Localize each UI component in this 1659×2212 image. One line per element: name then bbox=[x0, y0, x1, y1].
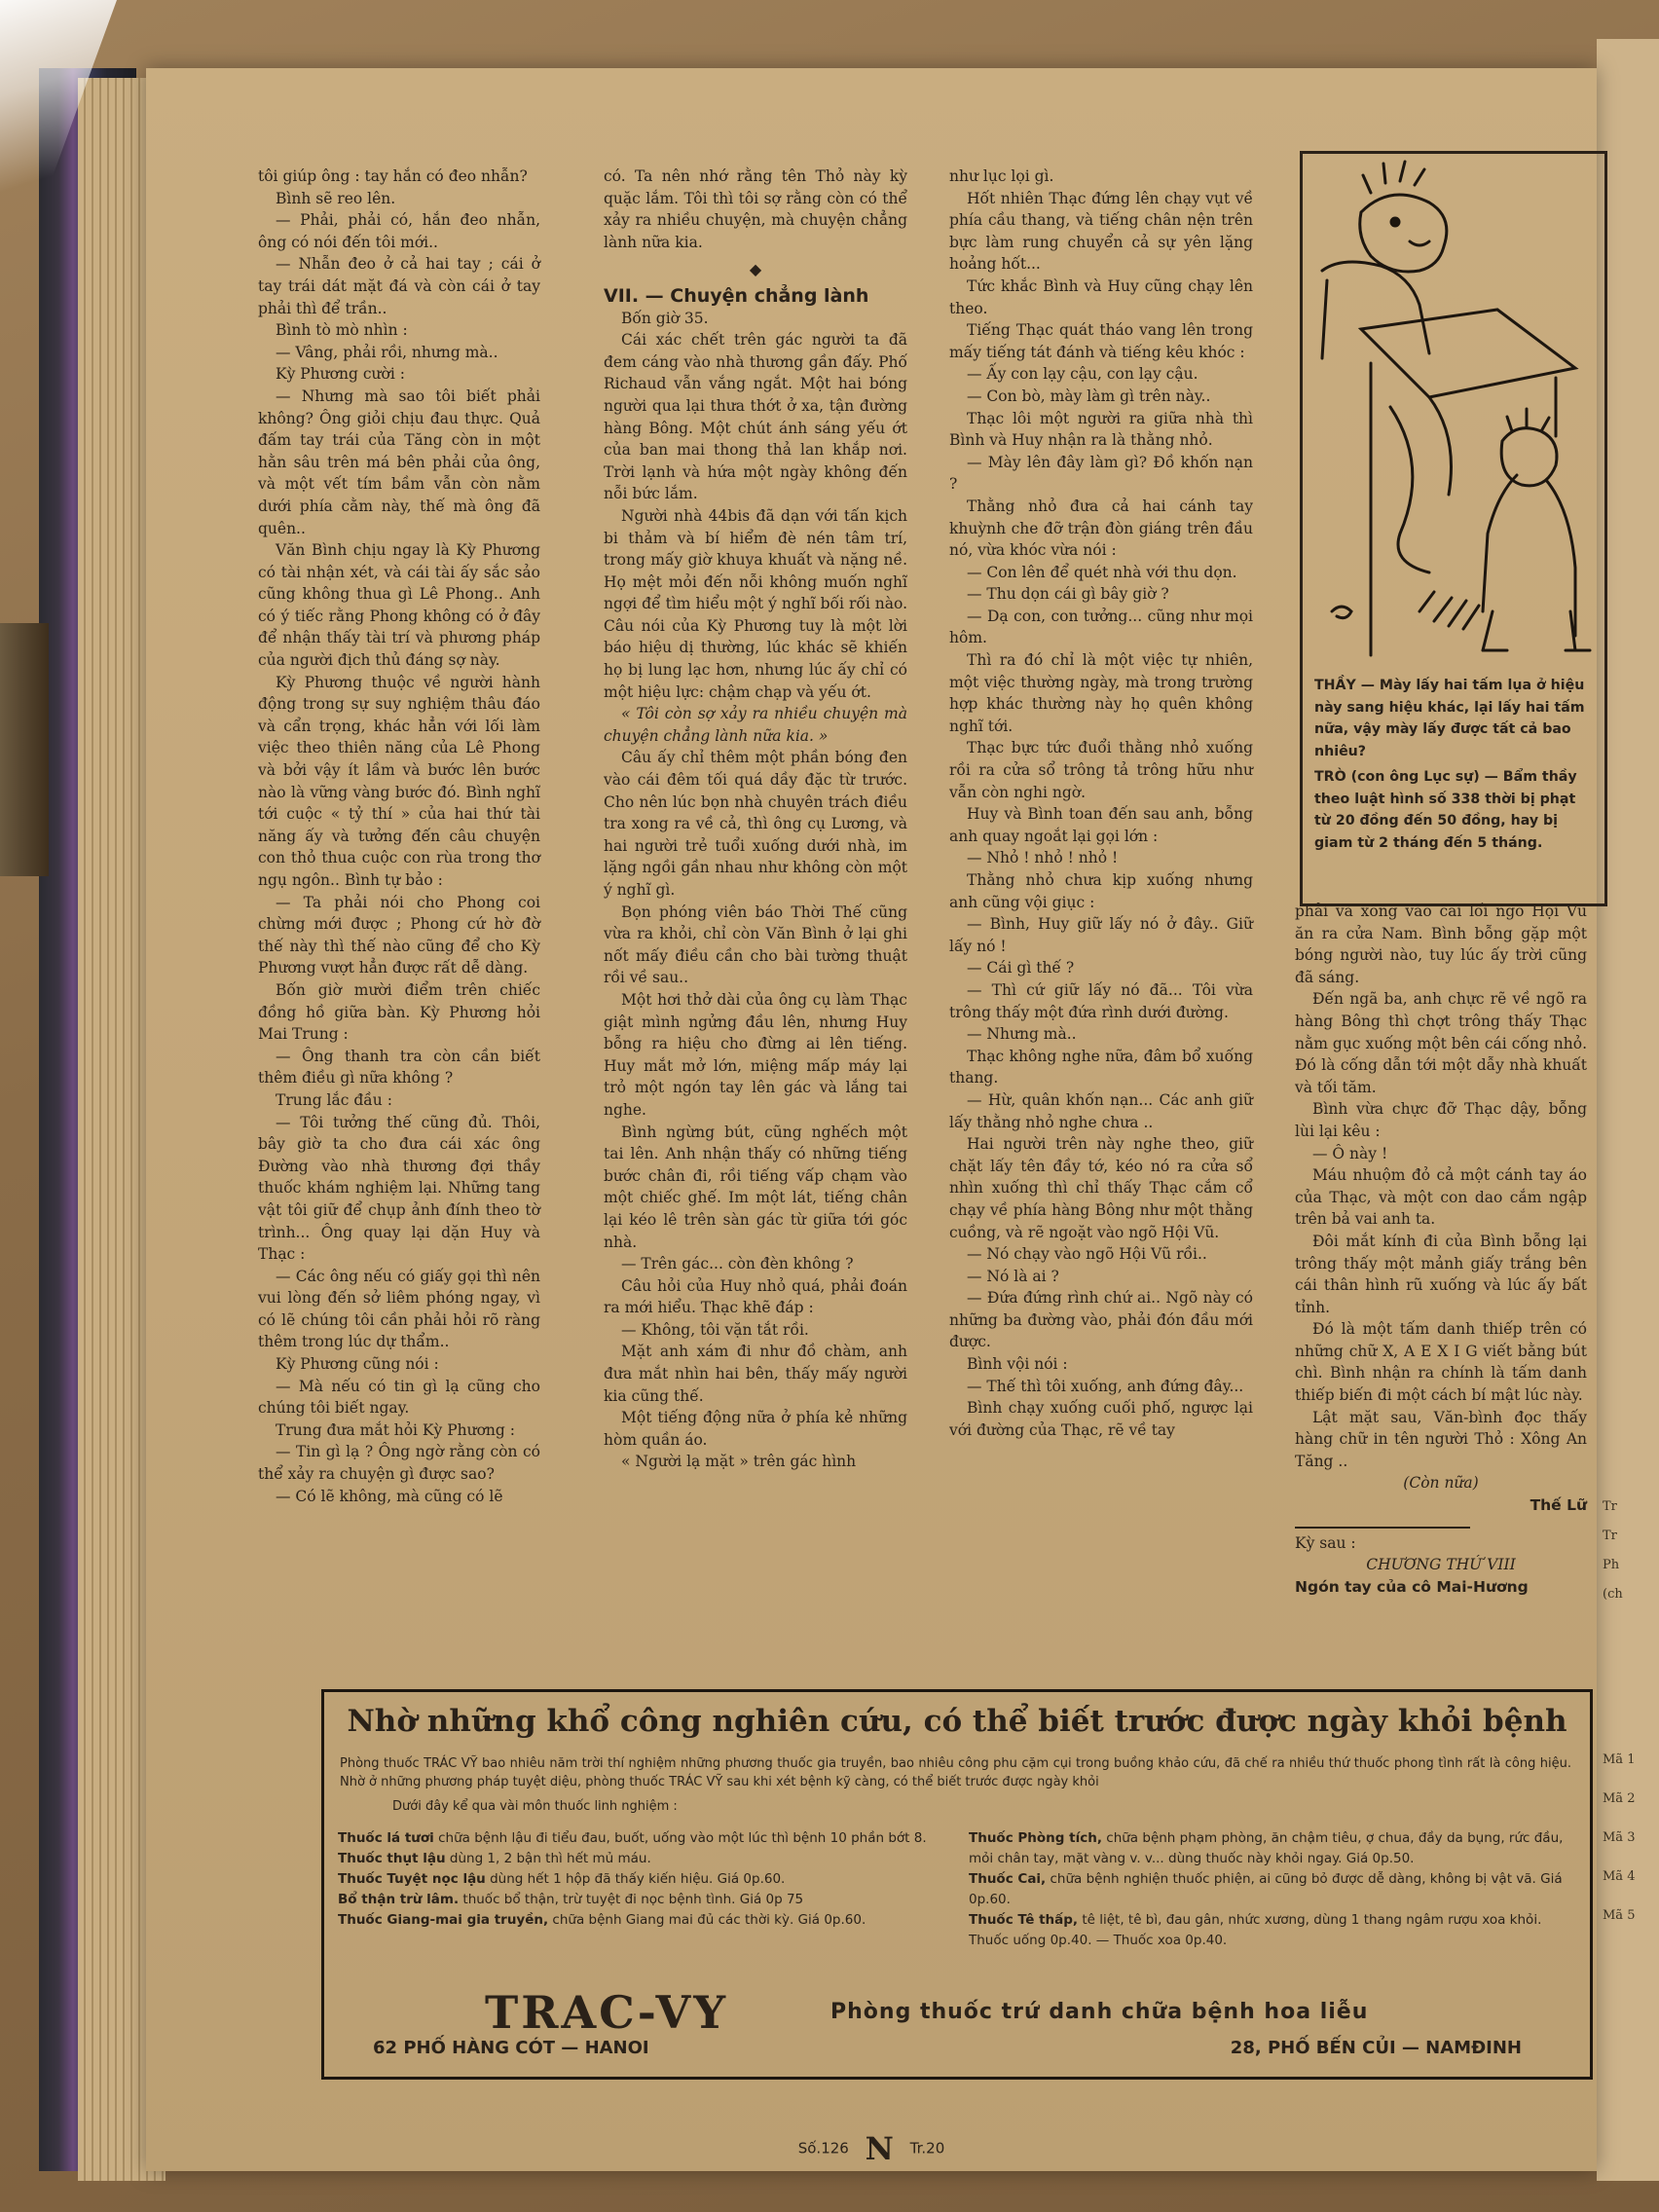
ad-item bbox=[338, 1828, 951, 1849]
paragraph: — Ta phải nói cho Phong coi chừng mới được ; Phong cứ hờ đờ thế này thì thế nào cũng để cho Kỳ Phương vượt hẳn được rất dễ dàng. bbox=[258, 893, 540, 977]
paragraph: Cái xác chết trên gác người ta đã đem cáng vào nhà thương gần đấy. Phố Richaud vẫn vắng ngắt. Một hai bóng người qua lại thưa thớt ở xa, tận đường hàng Bông. Một chút ánh sáng yếu ớt của ban mai thong thả lan khắp nơi. Trời lạnh và hứa một ngày không đến nỗi bức lắm. bbox=[604, 331, 907, 503]
paragraph: « Tôi còn sợ xảy ra nhiều chuyện mà chuyện chẳng lành nữa kia. » bbox=[604, 705, 907, 745]
page-number: Tr.20 bbox=[909, 2139, 945, 2157]
paragraph: Đến ngã ba, anh chực rẽ về ngõ ra hàng Bông thì chợt trông thấy Thạc nằm gục xuống một bên cái cống nhỏ. Đó là cống dẫn tới một dẫy nhà khuất và tối tăm. bbox=[1295, 990, 1587, 1096]
paragraph: — Mà nếu có tin gì lạ cũng cho chúng tôi biết ngay. bbox=[258, 1377, 540, 1418]
advertisement-box bbox=[321, 1689, 1593, 2080]
paragraph: như lục lọi gì. bbox=[949, 167, 1054, 185]
paragraph: — Nhỏ ! nhỏ ! nhỏ ! bbox=[967, 849, 1119, 867]
column-1 bbox=[258, 166, 540, 1507]
cartoon-caption bbox=[1314, 675, 1595, 854]
separator-diamond: ◆ bbox=[749, 260, 762, 279]
next-label: Kỳ sau : bbox=[1295, 1533, 1356, 1552]
paragraph: — Tôi tưởng thế cũng đủ. Thôi, bây giờ ta cho đưa cái xác ông Đường vào nhà thương đợi thầy thuốc khám nghiệm lại. Những tang vật tôi giữ để chụp ảnh đính theo tờ trình... Ông quay lại dặn Huy và Thạc : bbox=[258, 1113, 540, 1264]
paragraph: — Con bò, mày làm gì trên này.. bbox=[967, 387, 1211, 405]
paragraph: phải và xông vào cái lối ngõ Hội Vũ ăn ra cửa Nam. Bình bỗng gặp một bóng người nào, tuy lúc ấy trời cũng đã sáng. bbox=[1295, 903, 1587, 986]
paragraph: Thằng nhỏ chưa kịp xuống nhưng anh cũng vội giục : bbox=[949, 871, 1253, 911]
ad-item-name: Thuốc Giang-mai gia truyền, bbox=[338, 1912, 549, 1928]
paragraph: Câu hỏi của Huy nhỏ quá, phải đoán ra mới hiểu. Thạc khẽ đáp : bbox=[604, 1276, 907, 1317]
divider bbox=[1295, 1527, 1470, 1529]
paragraph: Bình ngừng bút, cũng nghếch một tai lên. Anh nhận thấy có những tiếng bước chân đi, rồi tiếng vấp chạm vào một chiếc ghế. Im một lát, tiếng chân lại kéo lê trên sàn gác từ giữa tới góc nhà. bbox=[604, 1123, 907, 1251]
paragraph: — Thì cứ giữ lấy nó đã... Tôi vừa trông thấy một đứa rình dưới đường. bbox=[949, 980, 1253, 1021]
issue-number: Số.126 bbox=[797, 2139, 849, 2157]
ad-item-name: Thuốc thụt lậu bbox=[338, 1851, 446, 1866]
brand-tagline: Phòng thuốc trứ danh chữa bệnh hoa liễu bbox=[830, 2000, 1369, 2024]
paragraph: — Mày lên đây làm gì? Đồ khốn nạn ? bbox=[949, 453, 1253, 494]
ad-item bbox=[969, 1828, 1577, 1869]
column-4 bbox=[1295, 901, 1587, 1598]
paragraph: Một hơi thở dài của ông cụ làm Thạc giật mình ngửng đầu lên, nhưng Huy bỗng ra hiệu cho đừng ai lên tiếng. Huy mắt mở lớn, miệng mấp máy lại trỏ một ngón tay lên gác và lắng tai nghe. bbox=[604, 990, 907, 1119]
ad-item bbox=[338, 1910, 951, 1931]
ad-intro: Phòng thuốc TRÁC VỸ bao nhiêu năm trời thí nghiệm những phương thuốc gia truyền, bao nhiêu công phu cặm cụi trong buồng khảo cứu, đã chế ra nhiều thứ thuốc phong tình rất là công hiệu. Nhờ ở những phương pháp tuyệt diệu, phòng thuốc TRÁC VỸ sau khi xét bệnh kỹ càng, có thể biết trước được ngày khỏi bbox=[340, 1756, 1571, 1789]
address-namdinh: 28, PHỐ BẾN CỦI — NAMĐINH bbox=[1230, 2038, 1522, 2058]
paragraph: Mặt anh xám đi như đồ chàm, anh đưa mắt nhìn hai bên, thấy mấy người kia cũng thế. bbox=[604, 1343, 907, 1405]
ad-item-name: Thuốc Cai, bbox=[969, 1871, 1047, 1887]
page-footer bbox=[146, 2130, 1597, 2167]
ad-item-desc: chữa bệnh Giang mai đủ các thời kỳ. Giá 0p.60. bbox=[548, 1912, 866, 1928]
ad-item-name: Thuốc Phòng tích, bbox=[969, 1830, 1102, 1846]
paragraph: Trung lắc đầu : bbox=[276, 1090, 392, 1109]
right-frag: (ch bbox=[1603, 1587, 1623, 1602]
paragraph: Thạc bực tức đuổi thằng nhỏ xuống rồi ra cửa sổ trông tả trông hữu như vẫn còn nghi ngờ. bbox=[949, 739, 1253, 801]
newspaper-logo: N bbox=[865, 2130, 894, 2167]
paragraph: « Người lạ mặt » trên gác hình bbox=[621, 1453, 857, 1471]
paragraph: — Ông thanh tra còn cần biết thêm điều gì nữa không ? bbox=[258, 1047, 540, 1088]
ad-item-desc: chữa bệnh nghiện thuốc phiện, ai cũng bỏ được dễ dàng, không bị vật vã. Giá 0p.60. bbox=[969, 1871, 1563, 1907]
author-signature: Thế Lữ bbox=[1530, 1496, 1587, 1515]
paragraph: — Thu dọn cái gì bây giờ ? bbox=[967, 585, 1169, 604]
paragraph: Kỳ Phương cũng nói : bbox=[276, 1355, 439, 1374]
next-title: Ngón tay của cô Mai-Hương bbox=[1295, 1577, 1529, 1596]
right-frag: Mã 4 bbox=[1603, 1869, 1636, 1884]
paragraph: Thạc lôi một người ra giữa nhà thì Bình và Huy nhận ra là thằng nhỏ. bbox=[949, 409, 1253, 450]
paragraph: Bình tò mò nhìn : bbox=[276, 321, 408, 340]
ad-item bbox=[969, 1869, 1577, 1910]
ad-item bbox=[338, 1890, 951, 1910]
ad-item-name: Thuốc Tuyệt nọc lậu bbox=[338, 1871, 486, 1887]
paragraph: — Không, tôi vặn tắt rồi. bbox=[621, 1320, 809, 1339]
next-chapter: CHƯƠNG THỨ VIII bbox=[1366, 1556, 1516, 1574]
paragraph: Bình sẽ reo lên. bbox=[276, 189, 396, 207]
paragraph: — Vâng, phải rồi, nhưng mà.. bbox=[276, 343, 498, 361]
ad-intro-2: Dưới đây kể qua vài môn thuốc linh nghiệm : bbox=[392, 1799, 678, 1814]
paragraph: Đôi mắt kính đi của Bình bỗng lại trông thấy một mảnh giấy trắng bên cái thân hình rũ xuống và lúc ấy bất tỉnh. bbox=[1295, 1232, 1587, 1316]
caption-student: TRÒ (con ông Lục sự) — Bẩm thầy theo luật hình số 338 thời bị phạt từ 20 đồng đến 50 đồng, hay bị giam từ 2 tháng đến 5 tháng. bbox=[1314, 769, 1577, 851]
paragraph: Kỳ Phương cười : bbox=[276, 365, 405, 384]
ad-item bbox=[338, 1869, 951, 1890]
paragraph: — Con lên để quét nhà với thu dọn. bbox=[967, 563, 1237, 581]
paragraph: Văn Bình chịu ngay là Kỳ Phương có tài nhận xét, và cái tài ấy sắc sảo cũng không thua gì Lê Phong.. Anh có ý tiếc rằng Phong không có ở đây để nhận thấy tài trí và phương pháp của người địch thủ đáng sợ này. bbox=[258, 541, 540, 670]
paragraph: — Nhẫn đeo ở cả hai tay ; cái ở tay trái dát mặt đá và còn cái ở tay phải thì để trần.. bbox=[258, 255, 540, 317]
ad-item-name: Thuốc Tê thấp, bbox=[969, 1912, 1079, 1928]
paragraph: Máu nhuộm đỏ cả một cánh tay áo của Thạc, và một con dao cắm ngập trên bả vai anh ta. bbox=[1295, 1166, 1587, 1229]
paragraph: Kỳ Phương thuộc về người hành động trong sự suy nghiệm thâu đáo và cẩn trọng, khác hẳn với lối làm việc theo thiên năng của Lê Phong và bởi vậy ít lầm và bước lên bước nào là vững vàng bước đó. Bình nghĩ tới cuộc « tỷ thí » của hai thứ tài năng ấy và tưởng đến câu chuyện con thỏ thua cuộc con rùa trong thơ ngụ ngôn.. Bình tự bảo : bbox=[258, 673, 540, 889]
paragraph: Hai người trên này nghe theo, giữ chặt lấy tên đầy tớ, kéo nó ra cửa sổ nhìn xuống thì chỉ thấy Thạc cắm cổ chạy về phía hàng Bông như một thằng cuồng, và rẽ ngoặt vào ngõ Hội Vũ. bbox=[949, 1135, 1253, 1241]
ad-item-name: Thuốc lá tươi bbox=[338, 1830, 434, 1846]
paragraph: — Nó là ai ? bbox=[967, 1267, 1059, 1285]
paragraph: Lật mặt sau, Văn-bình đọc thấy hàng chữ in tên người Thỏ : Xông An Tăng .. bbox=[1295, 1408, 1587, 1470]
paragraph: — Nó chạy vào ngõ Hội Vũ rồi.. bbox=[967, 1245, 1207, 1264]
paragraph: Hốt nhiên Thạc đứng lên chạy vụt về phía cầu thang, và tiếng chân nện trên bực làm rung chuyển cả sự yên lặng hoảng hốt... bbox=[949, 189, 1253, 274]
cartoon-illustration bbox=[1303, 154, 1604, 670]
right-frag: Mã 1 bbox=[1603, 1752, 1636, 1767]
paragraph: — Nhưng mà sao tôi biết phải không? Ông giỏi chịu đau thực. Quả đấm tay trái của Tăng còn in một hằn sâu trên má bên phải của ông, và một vết tím bầm vẫn còn nằm dưới phía cằm này, thế mà ông đã quên.. bbox=[258, 387, 540, 537]
right-frag: Mã 5 bbox=[1603, 1908, 1636, 1923]
paragraph: có. Ta nên nhớ rằng tên Thỏ này kỳ quặc lắm. Tôi thì tôi sợ rằng còn có thể xảy ra nhiều chuyện, mà chuyện chẳng lành nữa kia. bbox=[604, 167, 907, 251]
right-frag: Mã 2 bbox=[1603, 1791, 1636, 1806]
column-3 bbox=[949, 166, 1253, 1441]
ad-left-list bbox=[338, 1828, 951, 1931]
paragraph: — Cái gì thế ? bbox=[967, 959, 1075, 977]
paragraph: — Bình, Huy giữ lấy nó ở đây.. Giữ lấy nó ! bbox=[949, 915, 1253, 955]
paragraph: Người nhà 44bis đã dạn với tấn kịch bi thảm và bí hiểm đè nén tâm trí, trong mấy giờ khuya khuất và nặng nề. Họ mệt mỏi đến nỗi không muốn nghĩ ngợi để tìm hiểu một ý nghĩ bối rối nào. Câu nói của Kỳ Phương tuy là một lời báo hiệu dị thường, lúc khác sẽ khiến họ bị lung lạc hơn, nhưng lúc ấy chỉ có một hiệu lực: chậm chạp và yếu ớt. bbox=[604, 506, 907, 701]
newspaper-page bbox=[146, 68, 1597, 2171]
paragraph: Trung đưa mắt hỏi Kỳ Phương : bbox=[276, 1420, 515, 1439]
paragraph: — Các ông nếu có giấy gọi thì nên vui lòng đến sở liêm phóng ngay, vì có lẽ chúng tôi cần phải hỏi rõ ràng thêm trong lúc dự thẩm.. bbox=[258, 1267, 540, 1351]
paragraph: Huy và Bình toan đến sau anh, bỗng anh quay ngoắt lại gọi lớn : bbox=[949, 805, 1253, 845]
address-row bbox=[324, 2038, 1590, 2067]
paragraph: — Đứa đứng rình chứ ai.. Ngõ này có những ba đường vào, phải đón đầu mới được. bbox=[949, 1289, 1253, 1351]
caption-teacher: THẦY — Mày lấy hai tấm lụa ở hiệu này sang hiệu khác, lại lấy hai tấm nữa, vậy mày lấy được tất cả bao nhiêu? bbox=[1314, 678, 1585, 759]
paragraph: Đó là một tấm danh thiếp trên có những chữ X, A E X I G viết bằng bút chì. Bình nhận ra chính là tấm danh thiếp biến đi một cách bí mật lúc này. bbox=[1295, 1320, 1587, 1405]
paragraph: — Có lẽ không, mà cũng có lẽ bbox=[276, 1487, 503, 1505]
address-hanoi: 62 PHỐ HÀNG CÓT — HANOI bbox=[373, 2038, 649, 2058]
ad-item-desc: tê liệt, tê bì, đau gân, nhức xương, dùng 1 thang ngâm rượu xoa khỏi. Thuốc uống 0p.40. — Thuốc xoa 0p.40. bbox=[969, 1912, 1542, 1948]
paragraph: tôi giúp ông : tay hắn có đeo nhẫn? bbox=[258, 167, 528, 185]
column-2 bbox=[604, 166, 907, 1473]
paragraph: — Nhưng mà.. bbox=[967, 1025, 1077, 1044]
right-frag: Tr bbox=[1603, 1499, 1617, 1514]
brand-row bbox=[324, 1986, 1590, 2039]
paragraph: — Thế thì tôi xuống, anh đứng đây... bbox=[967, 1377, 1244, 1395]
paragraph: Bốn giờ 35. bbox=[621, 309, 709, 327]
paragraph: — Phải, phải có, hắn đeo nhẫn, ông có nói đến tôi mới.. bbox=[258, 211, 540, 251]
paragraph: Tức khắc Bình và Huy cũng chạy lên theo. bbox=[949, 276, 1253, 317]
to-be-continued: (Còn nữa) bbox=[1403, 1474, 1479, 1493]
brand-name: TRAC-VY bbox=[485, 1986, 729, 2039]
paragraph: Bốn giờ mười điểm trên chiếc đồng hồ giữa bàn. Kỳ Phương hỏi Mai Trung : bbox=[258, 980, 540, 1044]
paragraph: Bọn phóng viên báo Thời Thế cũng vừa ra khỏi, chỉ còn Văn Bình ở lại ghi nốt mấy điều cần cho bài tường thuật rồi về sau.. bbox=[604, 903, 907, 987]
ad-headline: Nhờ những khổ công nghiên cứu, có thể biết trước được ngày khỏi bệnh bbox=[347, 1704, 1567, 1739]
paragraph: — Ấy con lạy cậu, con lạy cậu. bbox=[967, 365, 1198, 384]
ad-item-desc: thuốc bổ thận, trừ tuyệt đi nọc bệnh tình. Giá 0p 75 bbox=[459, 1892, 804, 1907]
ad-item-desc: dùng 1, 2 bận thì hết mủ máu. bbox=[445, 1851, 651, 1866]
ad-item-name: Bổ thận trừ lâm. bbox=[338, 1892, 460, 1907]
ad-item-desc: dùng hết 1 hộp đã thấy kiến hiệu. Giá 0p.60. bbox=[485, 1871, 786, 1887]
paragraph: Thì ra đó chỉ là một việc tự nhiên, một việc thường ngày, mà trong trường hợp khác thường này họ quên không nghĩ tới. bbox=[949, 651, 1253, 735]
ad-right-list bbox=[969, 1828, 1577, 1951]
paragraph: Bình vội nói : bbox=[967, 1355, 1068, 1374]
paragraph: Thạc không nghe nữa, đâm bổ xuống thang. bbox=[949, 1047, 1253, 1088]
paragraph: — Dạ con, con tưởng... cũng như mọi hôm. bbox=[949, 607, 1253, 647]
ad-item-desc: chữa bệnh phạm phòng, ăn chậm tiêu, ợ chua, đầy da bụng, rức đầu, mỏi chân tay, mặt vàng v. v... dùng thuốc này khỏi ngay. Giá 0p.50. bbox=[969, 1830, 1564, 1866]
paragraph: Một tiếng động nữa ở phía kẻ những hòm quần áo. bbox=[604, 1409, 907, 1449]
paragraph: — Ô này ! bbox=[1312, 1144, 1388, 1162]
strap bbox=[0, 623, 49, 876]
right-frag: Mã 3 bbox=[1603, 1830, 1636, 1845]
paragraph: Thằng nhỏ đưa cả hai cánh tay khuỳnh che đỡ trận đòn giáng trên đầu nó, vừa khóc vừa nói : bbox=[949, 497, 1253, 560]
paragraph: Câu ấy chỉ thêm một phần bóng đen vào cái đêm tối quá dầy đặc từ trước. Cho nên lúc bọn nhà chuyên trách điều tra xong ra về cả, thì ông cụ Lương, và hai người trẻ tuổi xuống dưới nhà, im lặng ngồi gần nhau như không còn một ý nghĩ gì. bbox=[604, 749, 907, 899]
chapter-heading: VII. — Chuyện chẳng lành bbox=[604, 284, 869, 307]
next-installment bbox=[1295, 1527, 1587, 1599]
paragraph: — Trên gác... còn đèn không ? bbox=[621, 1255, 854, 1273]
right-frag: Ph bbox=[1603, 1558, 1620, 1572]
cartoon-box bbox=[1300, 151, 1607, 906]
paragraph: — Hừ, quân khốn nạn... Các anh giữ lấy thằng nhỏ nghe chưa .. bbox=[949, 1090, 1253, 1131]
paragraph: — Tin gì lạ ? Ông ngờ rằng còn có thể xảy ra chuyện gì được sao? bbox=[258, 1443, 540, 1484]
ad-item-desc: chữa bệnh lậu đi tiểu đau, buốt, uống vào một lúc thì bệnh 10 phần bớt 8. bbox=[433, 1830, 927, 1846]
paragraph: Bình chạy xuống cuối phố, ngược lại với đường của Thạc, rẽ về tay bbox=[949, 1399, 1253, 1439]
right-frag: Tr bbox=[1603, 1529, 1617, 1543]
paragraph: Tiếng Thạc quát tháo vang lên trong mấy tiếng tát đánh và tiếng kêu khóc : bbox=[949, 321, 1253, 361]
paragraph: Bình vừa chực đỡ Thạc dậy, bỗng lùi lại kêu : bbox=[1295, 1100, 1587, 1140]
ad-item bbox=[338, 1849, 951, 1869]
ad-item bbox=[969, 1910, 1577, 1951]
